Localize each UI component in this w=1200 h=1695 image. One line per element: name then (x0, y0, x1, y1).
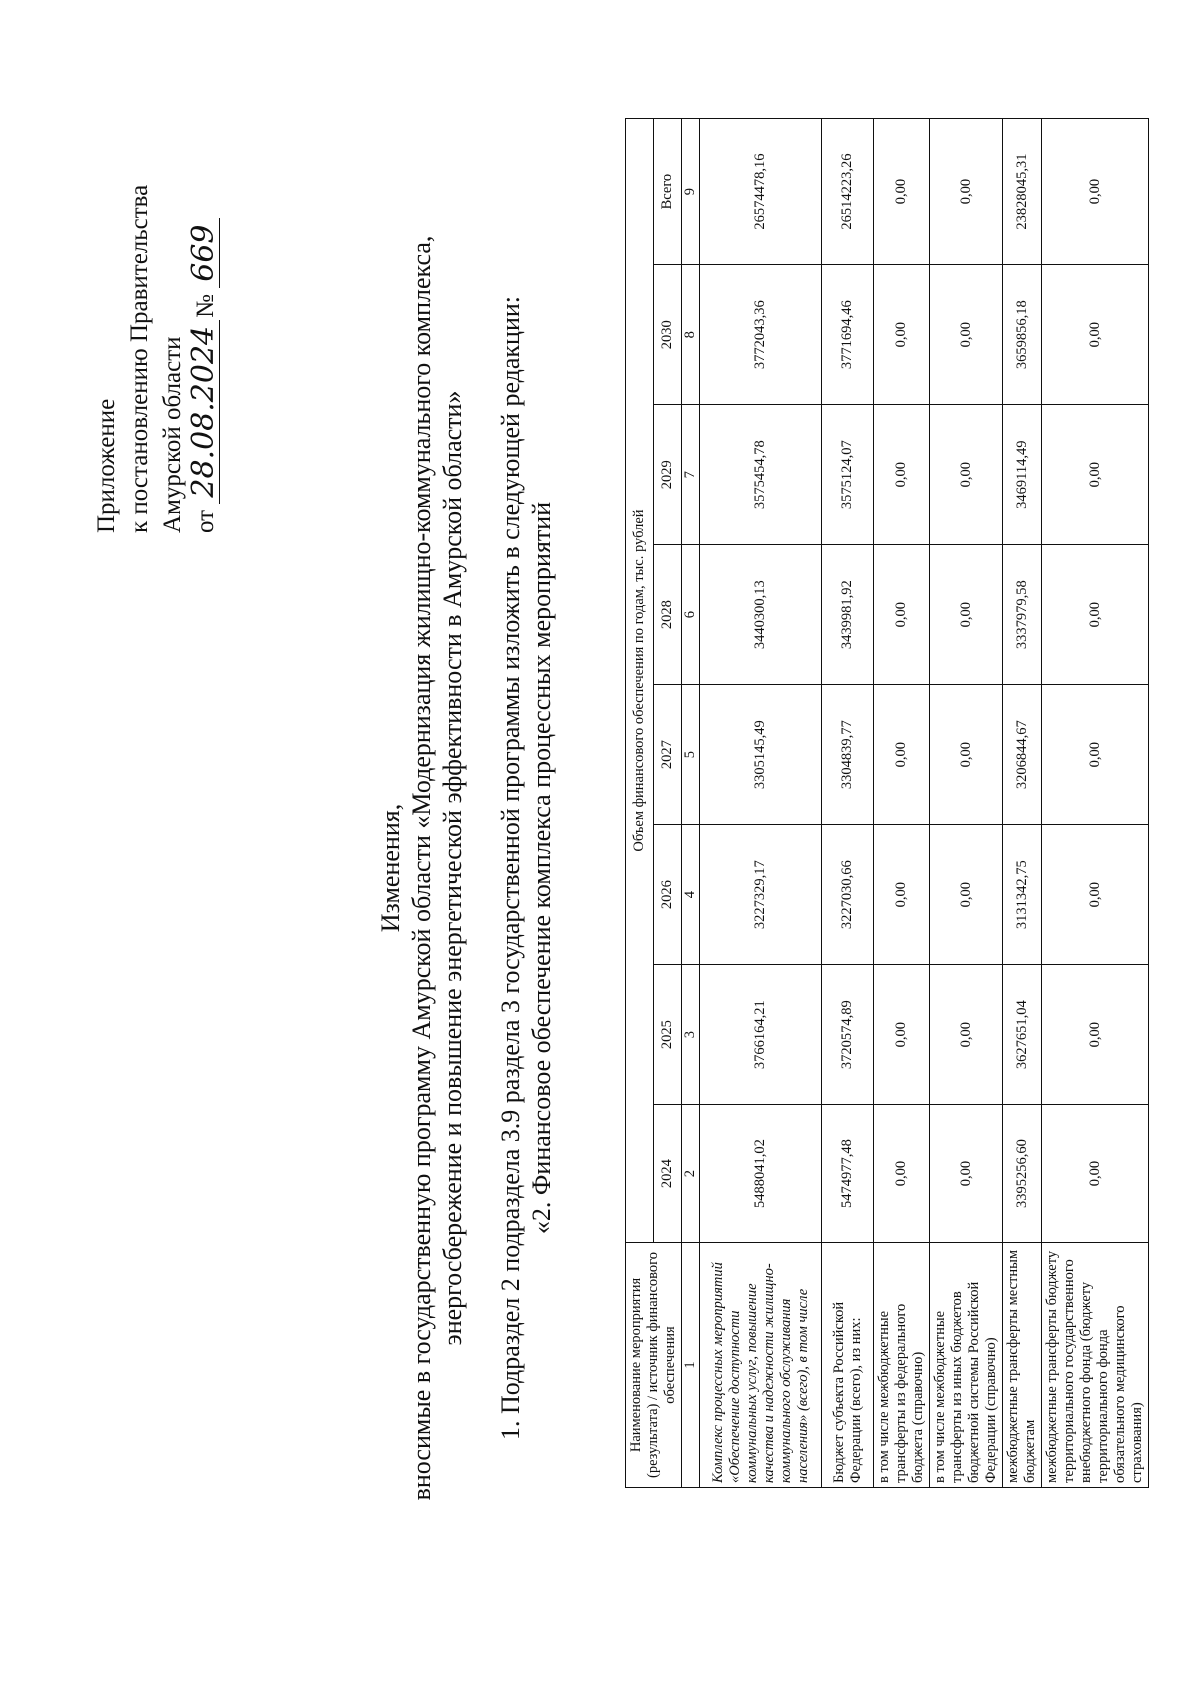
financing-table (625, 118, 1149, 1488)
cell-value: 0,00 (874, 119, 930, 265)
column-number: 3 (682, 965, 700, 1105)
cell-value: 0,00 (930, 405, 1003, 545)
year-header: 2025 (654, 965, 682, 1105)
cell-value: 0,00 (930, 1105, 1003, 1243)
row-name: Комплекс процессных мероприятий «Обеспечение доступности коммунальных услуг, повышение качества и надежности жилищно-коммунального обслуживания населения» (всего), в том числе (700, 1243, 822, 1488)
cell-value: 3766164,21 (700, 965, 822, 1105)
cell-value: 0,00 (930, 119, 1003, 265)
cell-value: 3575124,07 (822, 405, 874, 545)
column-number: 7 (682, 405, 700, 545)
column-number: 8 (682, 265, 700, 405)
cell-value: 0,00 (1042, 405, 1149, 545)
cell-value: 0,00 (930, 265, 1003, 405)
date-prefix: от (192, 509, 219, 533)
cell-value: 3305145,49 (700, 685, 822, 825)
year-header: 2026 (654, 825, 682, 965)
approval-line-1: Приложение (93, 398, 120, 533)
column-number: 5 (682, 685, 700, 825)
cell-value: 3627651,04 (1003, 965, 1042, 1105)
volume-header: Объем финансового обеспечения по годам, тыс. рублей (626, 119, 654, 1243)
cell-value: 3720574,89 (822, 965, 874, 1105)
cell-value: 3659856,18 (1003, 265, 1042, 405)
column-number: 4 (682, 825, 700, 965)
cell-value: 3772043,36 (700, 265, 822, 405)
table-row (874, 119, 930, 1488)
column-number: 2 (682, 1105, 700, 1243)
approval-line-3: Амурской области (159, 336, 186, 533)
cell-value: 0,00 (1042, 545, 1149, 685)
table-row (822, 119, 874, 1488)
title-line-2: вносимые в государственную программу Амурской области «Модернизация жилищно-коммунального комплекса, (407, 235, 436, 1501)
year-header: 2030 (654, 265, 682, 405)
cell-value: 3227030,66 (822, 825, 874, 965)
row-name: в том числе межбюджетные трансферты из федерального бюджета (справочно) (874, 1243, 930, 1488)
year-header: 2027 (654, 685, 682, 825)
document-title (375, 178, 468, 1558)
handwritten-date: 28.08.2024 (189, 320, 220, 504)
cell-value: 5488041,02 (700, 1105, 822, 1243)
cell-value: 0,00 (930, 545, 1003, 685)
column-number: 6 (682, 545, 700, 685)
handwritten-number: 669 (189, 218, 220, 287)
subsection-line-1: 1. Подраздел 2 подраздела 3.9 раздела 3 государственной программы изложить в следующей редакции: (496, 295, 525, 1441)
cell-value: 23828045,31 (1003, 119, 1042, 265)
cell-value: 0,00 (874, 685, 930, 825)
table-row (1042, 119, 1149, 1488)
cell-value: 5474977,48 (822, 1105, 874, 1243)
cell-value: 0,00 (1042, 685, 1149, 825)
cell-value: 0,00 (930, 965, 1003, 1105)
name-column-header: Наименование мероприятия (результата) / источник финансового обеспечения (626, 1243, 682, 1488)
cell-value: 0,00 (1042, 119, 1149, 265)
cell-value: 0,00 (1042, 965, 1149, 1105)
cell-value: 0,00 (874, 965, 930, 1105)
cell-value: 0,00 (930, 825, 1003, 965)
row-name: в том числе межбюджетные трансферты из иных бюджетов бюджетной системы Российской Федерации (справочно) (930, 1243, 1003, 1488)
year-header: 2028 (654, 545, 682, 685)
approval-block (90, 185, 222, 533)
cell-value: 26514223,26 (822, 119, 874, 265)
cell-value: 0,00 (874, 825, 930, 965)
title-line-1: Изменения, (376, 803, 405, 933)
cell-value: 3395256,60 (1003, 1105, 1042, 1243)
cell-value: 0,00 (930, 685, 1003, 825)
table-row (1003, 119, 1042, 1488)
cell-value: 3227329,17 (700, 825, 822, 965)
subsection-heading (495, 178, 557, 1558)
cell-value: 0,00 (1042, 825, 1149, 965)
approval-date-line (186, 185, 222, 533)
number-label: № (192, 294, 219, 318)
table-row (700, 119, 822, 1488)
row-name: межбюджетные трансферты бюджету территориального государственного внебюджетного фонда (бюджету территориального фонда обязательного медицинского страхования) (1042, 1243, 1149, 1488)
table-row (930, 119, 1003, 1488)
rotated-page (50, 78, 1150, 1618)
row-name: Бюджет субъекта Российской Федерации (всего), из них: (822, 1243, 874, 1488)
cell-value: 3206844,67 (1003, 685, 1042, 825)
year-header: 2024 (654, 1105, 682, 1243)
cell-value: 0,00 (1042, 265, 1149, 405)
cell-value: 3304839,77 (822, 685, 874, 825)
cell-value: 0,00 (874, 265, 930, 405)
cell-value: 3575454,78 (700, 405, 822, 545)
cell-value: 0,00 (874, 1105, 930, 1243)
subsection-line-2: «2. Финансовое обеспечение комплекса процессных мероприятий (527, 501, 556, 1235)
cell-value: 3469114,49 (1003, 405, 1042, 545)
cell-value: 3439981,92 (822, 545, 874, 685)
title-line-3: энергосбережение и повышение энергетической эффективности в Амурской области» (438, 390, 467, 1346)
cell-value: 3337979,58 (1003, 545, 1042, 685)
cell-value: 0,00 (874, 545, 930, 685)
total-header: Всего (654, 119, 682, 265)
approval-line-2: к постановлению Правительства (126, 184, 153, 533)
cell-value: 26574478,16 (700, 119, 822, 265)
cell-value: 0,00 (1042, 1105, 1149, 1243)
cell-value: 3131342,75 (1003, 825, 1042, 965)
year-header: 2029 (654, 405, 682, 545)
cell-value: 0,00 (874, 405, 930, 545)
cell-value: 3771694,46 (822, 265, 874, 405)
column-number: 9 (682, 119, 700, 265)
cell-value: 3440300,13 (700, 545, 822, 685)
column-number: 1 (682, 1243, 700, 1488)
row-name: межбюджетные трансферты местным бюджетам (1003, 1243, 1042, 1488)
